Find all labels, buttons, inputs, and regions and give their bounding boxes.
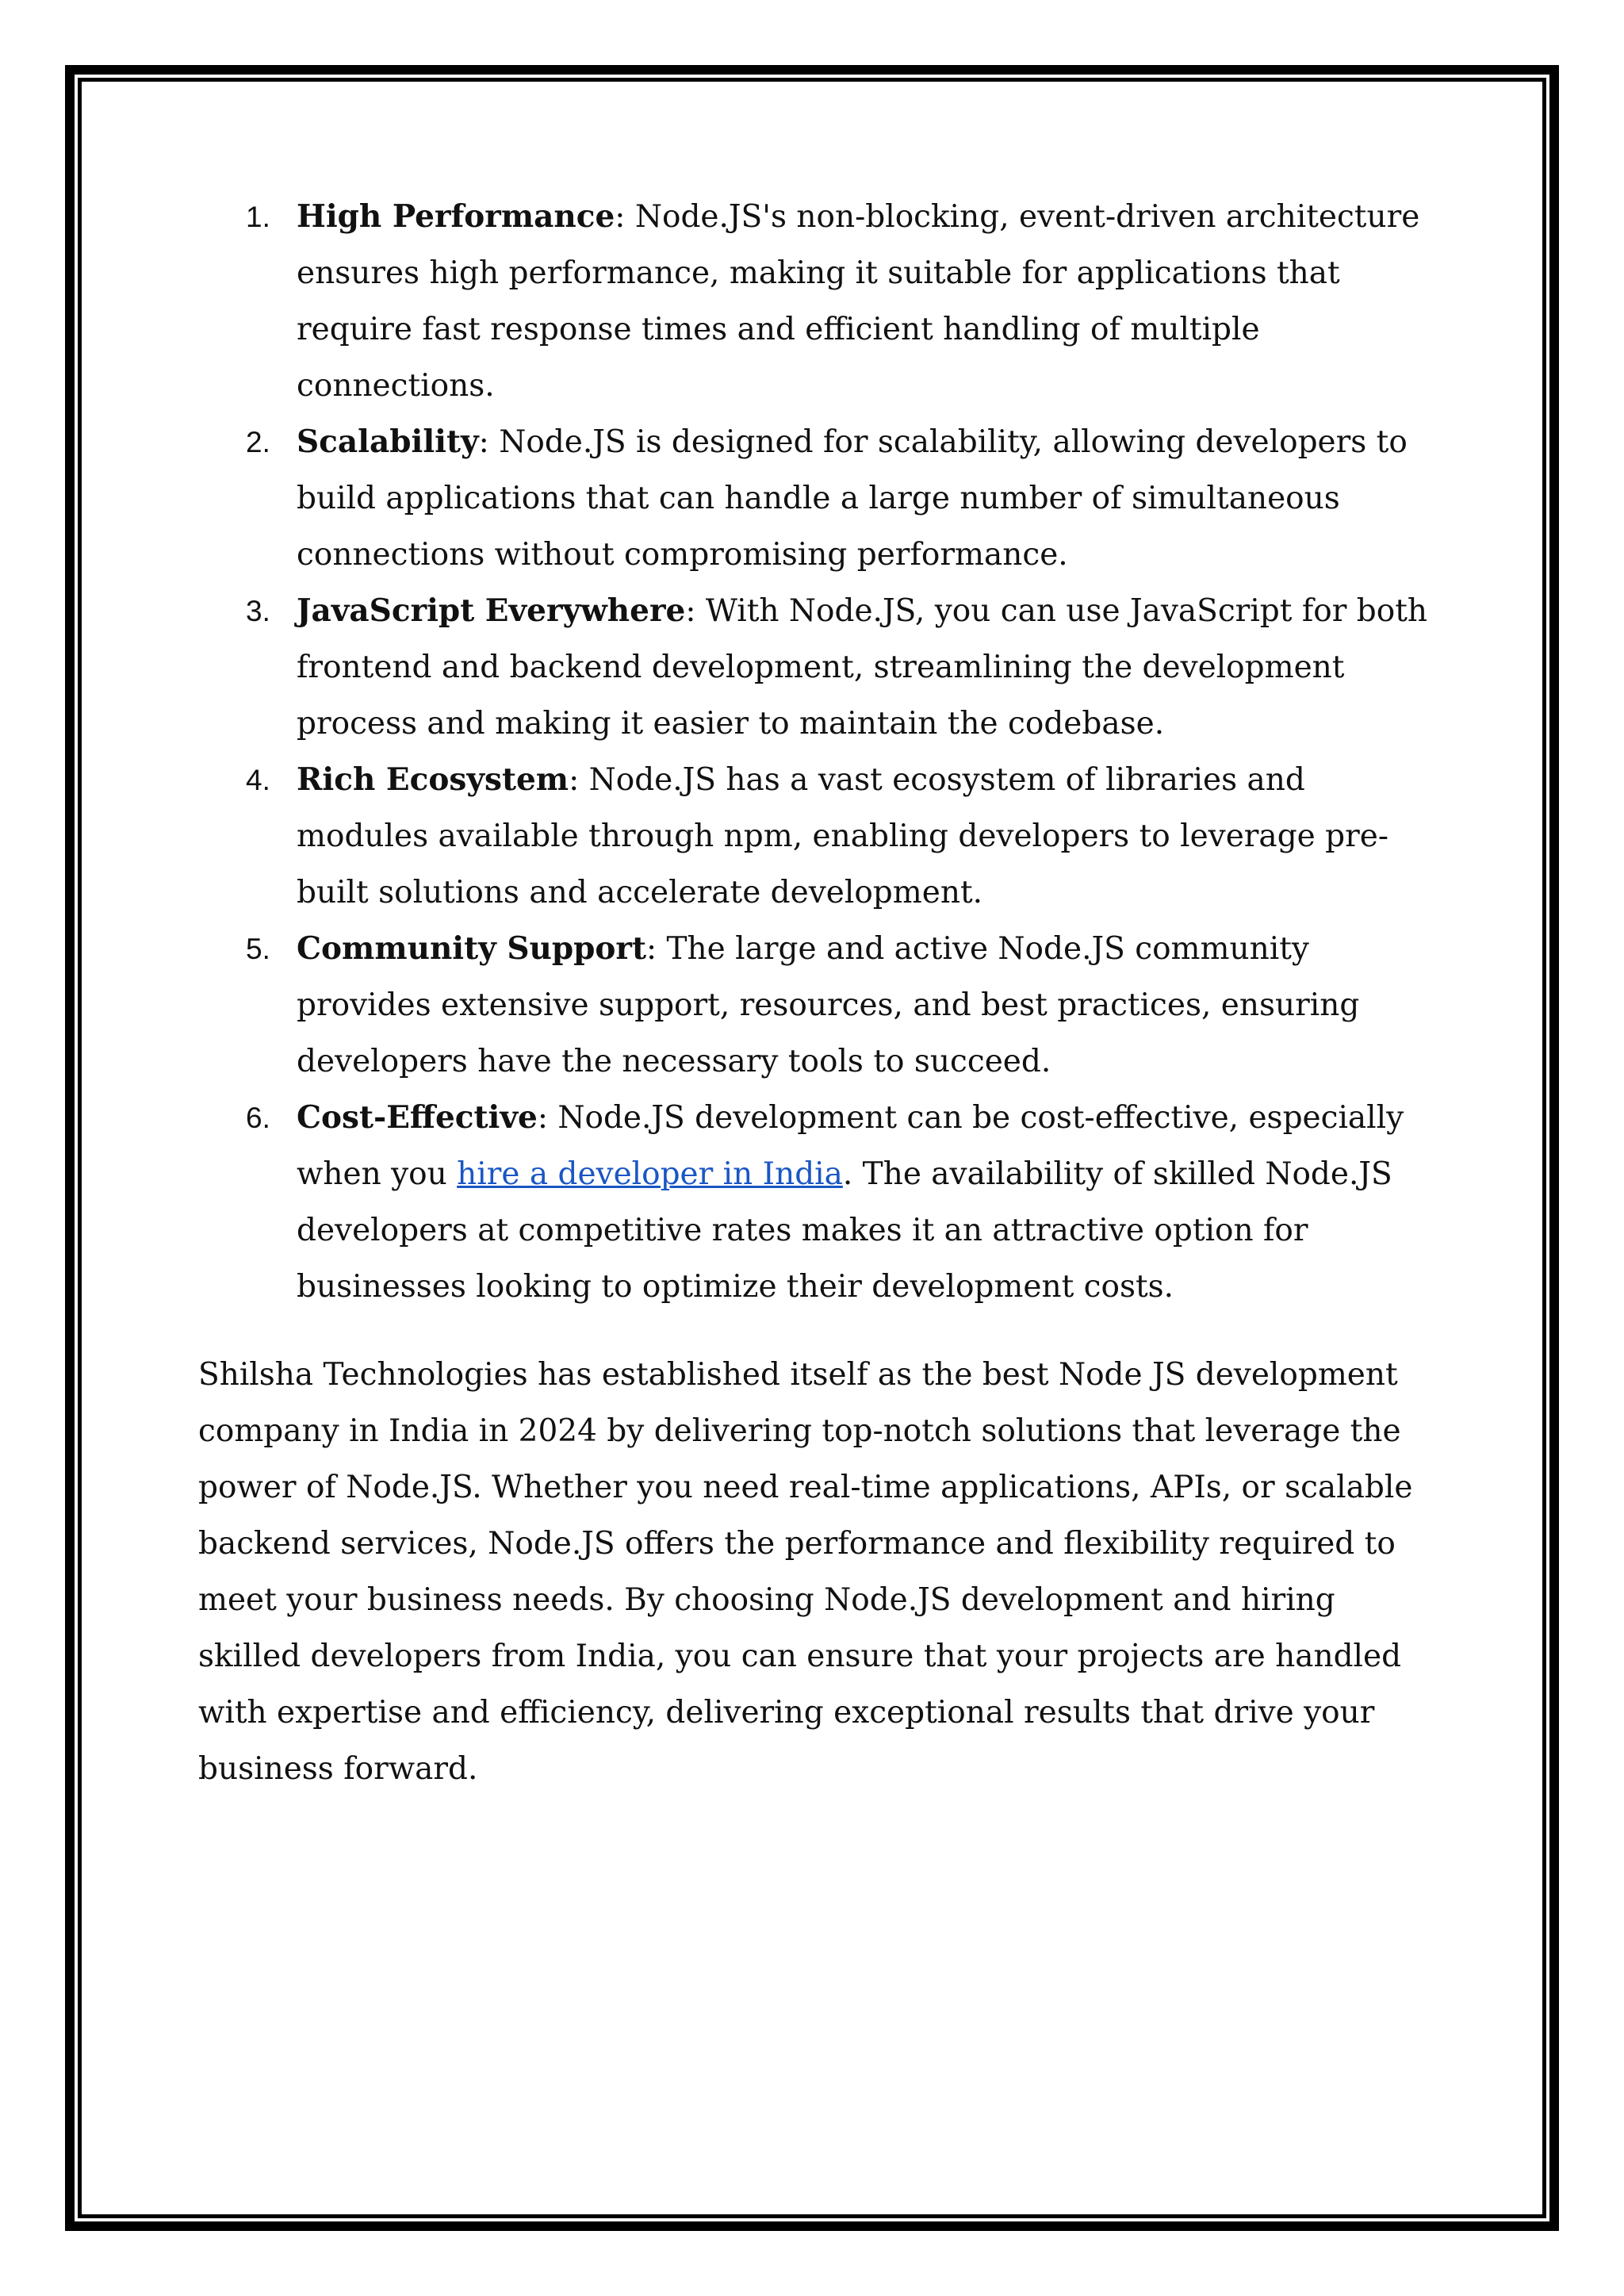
benefit-title: Community Support <box>297 930 646 967</box>
benefit-item-cost-effective <box>198 1090 1435 1315</box>
benefit-title: High Performance <box>297 198 615 235</box>
benefit-text: : With Node.JS, you can use JavaScript for both frontend and backend development, streamlining the development process and making it easier to maintain the codebase. <box>297 593 1428 742</box>
list-number: 4. <box>246 764 270 796</box>
hire-developer-india-link[interactable]: hire a developer in India <box>457 1156 843 1192</box>
benefit-text: : The large and active Node.JS community provides extensive support, resources, and best practices, ensuring developers have the necessary tools to succeed. <box>297 931 1360 1079</box>
list-number: 6. <box>246 1102 270 1134</box>
list-number: 1. <box>246 201 270 233</box>
benefit-title: Scalability <box>297 424 479 460</box>
benefits-list <box>198 189 1435 1315</box>
benefit-text: : Node.JS's non-blocking, event-driven architecture ensures high performance, making it suitable for applications that require fast response times and efficient handling of multiple connections. <box>297 199 1420 404</box>
benefit-item-scalability <box>198 414 1435 583</box>
benefit-text: : Node.JS has a vast ecosystem of libraries and modules available through npm, enabling developers to leverage pre-built solutions and accelerate development. <box>297 762 1388 910</box>
list-number: 2. <box>246 426 270 458</box>
document-content <box>198 189 1435 1797</box>
benefit-item-community-support <box>198 921 1435 1090</box>
benefit-title: Rich Ecosystem <box>297 761 569 798</box>
benefit-text-before-link: : Node.JS development can be cost-effective, especially when you <box>297 1100 1404 1192</box>
benefit-text: : Node.JS is designed for scalability, allowing developers to build applications that can handle a large number of simultaneous connections without compromising performance. <box>297 424 1408 573</box>
benefit-item-high-performance <box>198 189 1435 414</box>
benefit-title: JavaScript Everywhere <box>297 592 686 629</box>
summary-paragraph: Shilsha Technologies has established itself as the best Node JS development company in India in 2024 by delivering top-notch solutions that leverage the power of Node.JS. Whether you need real-time applications, APIs, or scalable backend services, Node.JS offers the performance and flexibility required to meet your business needs. By choosing Node.JS development and hiring skilled developers from India, you can ensure that your projects are handled with expertise and efficiency, delivering exceptional results that drive your business forward. <box>198 1357 1413 1787</box>
list-number: 5. <box>246 933 270 965</box>
benefit-item-rich-ecosystem <box>198 752 1435 921</box>
list-number: 3. <box>246 595 270 627</box>
benefit-text-after-link: . The availability of skilled Node.JS developers at competitive rates makes it an attractive option for businesses looking to optimize their development costs. <box>297 1156 1392 1305</box>
benefit-title: Cost-Effective <box>297 1099 538 1136</box>
benefit-item-javascript-everywhere <box>198 583 1435 752</box>
